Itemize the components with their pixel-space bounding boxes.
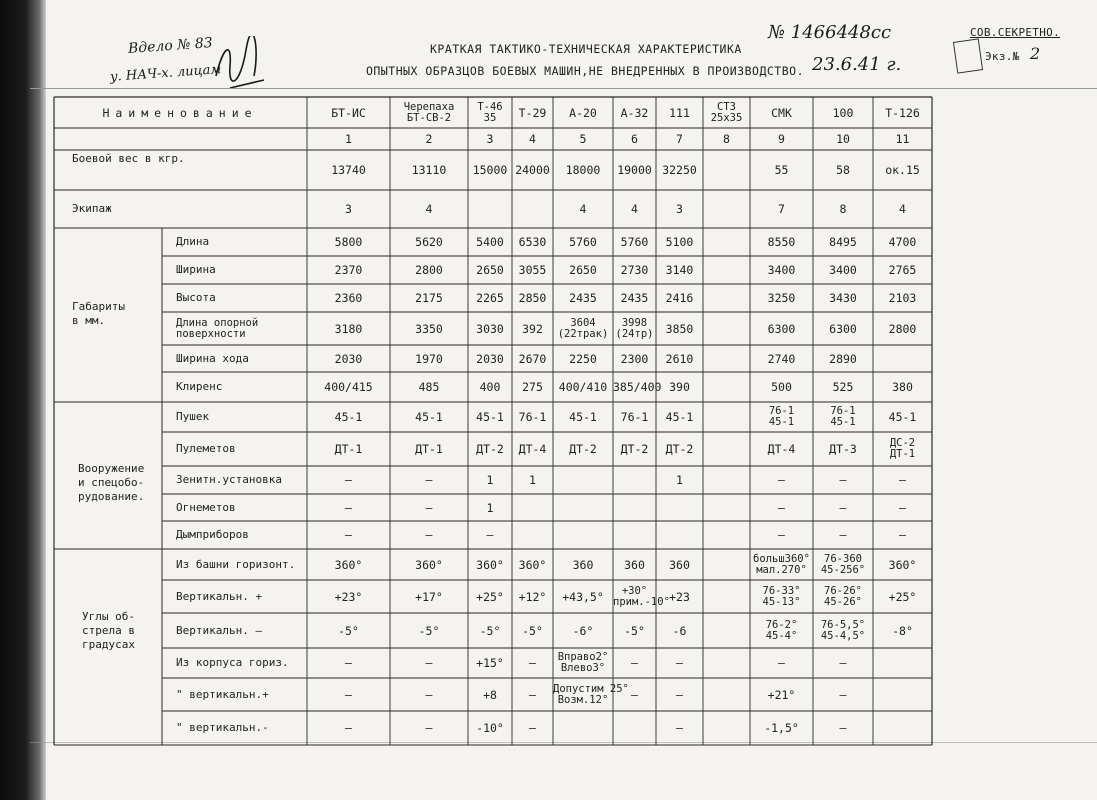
row-group-label: Углы об- стрела в градусах <box>82 610 135 651</box>
table-cell: 2250 <box>569 351 597 366</box>
table-cell: 275 <box>522 380 543 394</box>
table-cell: 13740 <box>331 163 366 177</box>
row-label: Ширина хода <box>176 351 249 365</box>
table-cell: 2030 <box>334 351 363 366</box>
table-cell: – <box>345 721 352 735</box>
row-label: Пушек <box>176 410 210 423</box>
table-cell: +43,5° <box>562 589 604 604</box>
table-cell: – <box>899 500 906 515</box>
table-cell: – <box>345 500 352 515</box>
table-cell: 8495 <box>829 235 857 249</box>
table-cell: 45-1 <box>415 410 443 424</box>
row-label: Из корпуса гориз. <box>176 656 289 669</box>
table-cell: 2890 <box>829 351 857 366</box>
table-cell: 5760 <box>620 235 649 249</box>
row-label: Клиренс <box>176 380 223 393</box>
table-cell: 5620 <box>415 235 443 249</box>
table-cell: 3400 <box>767 263 796 277</box>
table-cell: 45-1 <box>334 410 363 424</box>
table-cell: ДТ-2 <box>620 442 649 456</box>
table-cell: -5° <box>522 623 543 638</box>
table-cell: – <box>345 473 352 487</box>
table-cell: – <box>345 528 352 542</box>
table-cell: 360° <box>888 557 917 572</box>
table-cell: ДТ-3 <box>829 442 857 456</box>
table-cell: 13110 <box>411 163 447 177</box>
table-cell: 400/415 <box>324 380 373 394</box>
table-cell: 390 <box>669 380 690 394</box>
table-cell: – <box>345 656 352 670</box>
table-cell: 3998 (24тр) <box>615 316 654 340</box>
table-cell: -8° <box>892 623 913 638</box>
table-cell: +25° <box>476 589 504 604</box>
table-cell: – <box>425 687 433 702</box>
table-cell: 360° <box>334 557 363 572</box>
table-cell: 3400 <box>829 263 857 277</box>
row-label: Пулеметов <box>176 442 236 455</box>
row-label: Ширина <box>176 263 216 276</box>
table-cell: ок.15 <box>885 163 920 177</box>
table-cell: +17° <box>415 589 443 604</box>
table-cell: – <box>899 528 906 542</box>
table-cell: 2730 <box>620 263 649 277</box>
table-cell: 58 <box>836 163 850 177</box>
row-label: Длина <box>176 235 210 248</box>
row-group-label: Вооружение и спецобо- рудование. <box>78 462 145 503</box>
column-number: 9 <box>778 132 785 146</box>
table-cell: – <box>345 687 352 702</box>
table-cell: 45-1 <box>665 410 694 424</box>
table-cell: 5100 <box>665 235 694 249</box>
table-cell: ДТ-2 <box>665 442 694 456</box>
table-cell: -10° <box>476 721 504 735</box>
table-cell: +21° <box>767 687 796 702</box>
table-cell: 5400 <box>476 235 504 249</box>
table-cell: – <box>839 528 847 542</box>
table-cell: 3 <box>345 202 352 216</box>
table-cell: 45-1 <box>569 410 597 424</box>
table-cell: 3250 <box>767 291 796 305</box>
column-header-machine: 100 <box>832 105 854 120</box>
table-cell: – <box>778 656 785 670</box>
row-label: Высота <box>176 291 216 304</box>
table-cell: 385/400 <box>613 380 662 394</box>
table-cell: -5° <box>418 623 440 638</box>
table-cell: ДТ-4 <box>767 442 796 456</box>
column-number: 8 <box>723 132 730 146</box>
table-cell: – <box>425 721 433 735</box>
table-cell: +25° <box>888 589 917 604</box>
table-cell: – <box>529 656 536 670</box>
table-cell: 2650 <box>476 263 504 277</box>
table-cell: 400 <box>479 380 501 394</box>
table-cell: 76-5,5° 45-4,5° <box>820 618 866 642</box>
table-cell: 76-2° 45-4° <box>765 618 798 642</box>
table-cell: – <box>425 528 433 542</box>
table-cell: 2670 <box>518 351 547 366</box>
table-cell: ДТ-2 <box>476 442 504 456</box>
table-cell: – <box>676 721 683 735</box>
table-cell: – <box>839 721 847 735</box>
table-cell: – <box>529 687 536 702</box>
table-cell: 2765 <box>888 263 917 277</box>
table-cell: 76-1 45-1 <box>830 405 856 428</box>
column-header-machine: Т-29 <box>518 105 547 120</box>
column-number: 3 <box>486 132 494 146</box>
table-cell: 3430 <box>829 291 857 305</box>
table-cell: 15000 <box>472 163 508 177</box>
column-header-machine: Черепаха БТ-СВ-2 <box>403 100 455 124</box>
table-cell: – <box>676 687 683 702</box>
table-cell: 8550 <box>767 235 796 249</box>
table-cell: 2610 <box>665 351 694 366</box>
table-cell: – <box>778 473 785 487</box>
row-label: Зенитн.установка <box>176 473 282 486</box>
table-cell: 3140 <box>665 263 694 277</box>
table-cell: ДТ-1 <box>415 442 443 456</box>
table-cell: 76-1 45-1 <box>768 405 795 428</box>
row-label: Огнеметов <box>176 500 236 514</box>
handwritten-date: 23.6.41 г. <box>812 54 902 75</box>
table-cell: Вправо2° Влево3° <box>557 651 609 674</box>
table-cell: ДТ-4 <box>518 442 547 456</box>
table-cell: 4 <box>899 202 906 216</box>
table-cell: 360 <box>669 557 690 572</box>
table-cell: 4700 <box>888 235 917 249</box>
row-label: Из башни горизонт. <box>176 557 296 571</box>
table-cell: 3180 <box>334 321 363 336</box>
table-cell: +23 <box>669 589 690 604</box>
table-cell: 392 <box>522 321 543 336</box>
table-cell: 76-26° 45-26° <box>824 584 862 608</box>
table-cell: 55 <box>774 163 789 177</box>
table-cell: 2435 <box>620 291 649 305</box>
table-cell: – <box>631 656 638 670</box>
table-cell: 1 <box>486 500 494 515</box>
table-cell: 45-1 <box>888 410 917 424</box>
table-cell: – <box>425 656 433 670</box>
row-label: Боевой вес в кгр. <box>72 152 185 165</box>
table-cell: 380 <box>892 380 913 394</box>
row-label: Длина опорной поверхности <box>176 316 259 340</box>
table-cell: – <box>778 528 785 542</box>
document-title-line2: ОПЫТНЫХ ОБРАЗЦОВ БОЕВЫХ МАШИН,НЕ ВНЕДРЕННЫХ В ПРОИЗВОДСТВО. <box>366 64 804 78</box>
column-number: 5 <box>579 132 587 146</box>
table-cell: – <box>676 656 683 670</box>
table-cell: 32250 <box>662 163 697 177</box>
row-label: Дымприборов <box>176 528 249 541</box>
table-cell: 2370 <box>334 263 363 277</box>
table-cell: 2650 <box>569 263 597 277</box>
column-header-machine: СТЗ 25х35 <box>710 100 743 124</box>
row-label: " вертикальн.+ <box>176 687 269 701</box>
table-cell: 6530 <box>518 235 547 249</box>
table-cell: 76-33° 45-13° <box>762 584 801 608</box>
table-cell: 3030 <box>476 321 504 336</box>
table-cell: -6° <box>572 623 594 638</box>
table-cell: +23° <box>334 589 363 604</box>
column-header-machine: А-32 <box>620 105 649 120</box>
table-cell: 4 <box>631 202 638 216</box>
table-cell: 5760 <box>569 235 597 249</box>
table-cell: 6300 <box>829 321 857 336</box>
row-label: Экипаж <box>72 202 112 215</box>
table-cell: 1 <box>529 473 536 487</box>
row-label: Вертикальн. + <box>176 589 263 603</box>
table-cell: -5° <box>624 623 645 638</box>
column-header-name: Наименование <box>102 105 258 120</box>
column-number: 7 <box>676 132 683 146</box>
table-cell: – <box>486 528 494 542</box>
table-cell: 2800 <box>888 321 917 336</box>
table-cell: 76-1 <box>620 410 649 424</box>
table-cell: 2416 <box>665 291 694 305</box>
table-cell: 1 <box>676 473 683 487</box>
table-cell: 2175 <box>415 291 443 305</box>
row-label: " вертикальн.- <box>176 721 269 734</box>
table-cell: 18000 <box>565 163 601 177</box>
table-cell: – <box>778 500 785 515</box>
table-cell: 1 <box>486 473 494 487</box>
table-cell: 3 <box>676 202 683 216</box>
table-cell: 525 <box>832 380 854 394</box>
copy-number-label: Экз.№ <box>985 50 1020 63</box>
column-header-machine: Т-126 <box>885 105 920 120</box>
table-cell: больш360° мал.270° <box>753 552 810 576</box>
table-cell: – <box>839 656 847 670</box>
table-cell: 4 <box>579 202 587 216</box>
table-cell: 6300 <box>767 321 796 336</box>
table-cell: +15° <box>476 656 504 670</box>
column-header-machine: А-20 <box>569 105 597 120</box>
row-label: Вертикальн. – <box>176 623 263 637</box>
table-cell: 2800 <box>415 263 443 277</box>
table-cell: 76-360 45-256° <box>820 552 866 576</box>
table-cell: 485 <box>418 380 440 394</box>
column-header-machine: Т-46 35 <box>477 100 503 124</box>
table-cell: 400/410 <box>558 380 608 394</box>
column-number: 4 <box>529 132 536 146</box>
handwritten-file-note: Вдело № 83 <box>127 35 214 57</box>
table-cell: – <box>631 687 638 702</box>
table-cell: ДТ-2 <box>569 442 597 456</box>
table-cell: -6 <box>672 623 687 638</box>
table-cell: ДС-2 ДТ-1 <box>889 437 916 460</box>
column-header-machine: БТ-ИС <box>331 105 366 120</box>
table-cell: 76-1 <box>518 410 547 424</box>
table-cell: 360° <box>518 557 547 572</box>
table-cell: 360 <box>572 557 594 572</box>
table-cell: 3350 <box>415 321 443 336</box>
table-cell: 19000 <box>617 163 652 177</box>
table-cell: ДТ-1 <box>334 442 363 456</box>
table-cell: 8 <box>839 202 847 216</box>
table-cell: +12° <box>518 589 547 604</box>
table-cell: 500 <box>771 380 792 394</box>
table-cell: – <box>839 473 847 487</box>
secrecy-stamp: СОВ.СЕКРЕТНО. <box>970 26 1060 39</box>
table-cell: 360° <box>415 557 443 572</box>
table-cell: – <box>899 473 906 487</box>
table-cell: 2360 <box>334 291 363 305</box>
table-cell: 1970 <box>415 351 443 366</box>
column-header-machine: 111 <box>669 105 690 120</box>
table-cell: – <box>839 500 847 515</box>
handwritten-document-number: № 1466448сс <box>768 22 892 43</box>
table-cell: 360° <box>476 557 504 572</box>
table-cell: 3604 (22трак) <box>557 316 609 340</box>
table-cell: 3850 <box>665 321 694 336</box>
column-number: 10 <box>836 132 850 146</box>
table-cell: 360 <box>624 557 645 572</box>
table-cell: 2850 <box>518 291 547 305</box>
table-cell: 5800 <box>334 235 363 249</box>
column-number: 11 <box>895 132 910 146</box>
column-number: 1 <box>345 132 352 146</box>
table-cell: -5° <box>338 623 359 638</box>
copy-number-value: 2 <box>1030 44 1041 63</box>
table-cell: 2103 <box>888 291 917 305</box>
table-cell: – <box>529 721 536 735</box>
table-cell: Допустим 25° Возм.12° <box>553 682 629 706</box>
table-cell: 2265 <box>476 291 504 305</box>
table-cell: 24000 <box>515 163 550 177</box>
table-cell: 45-1 <box>476 410 504 424</box>
row-group-label: Габариты в мм. <box>72 300 125 327</box>
table-cell: -1,5° <box>764 721 799 735</box>
table-cell: – <box>425 500 433 515</box>
table-cell: 7 <box>778 202 785 216</box>
table-cell: 2300 <box>620 351 649 366</box>
table-cell: 2030 <box>476 351 504 366</box>
column-number: 6 <box>631 132 638 146</box>
handwritten-recipient-note: у. НАЧ-х. лицам <box>109 62 222 85</box>
table-cell: +30° прим.-10° <box>613 584 670 608</box>
table-cell: 2740 <box>767 351 796 366</box>
table-cell: 4 <box>425 202 433 216</box>
column-header-machine: СМК <box>771 105 792 120</box>
column-number: 2 <box>425 132 433 146</box>
table-cell: +8 <box>483 687 497 702</box>
table-cell: 2435 <box>569 291 597 305</box>
table-cell: – <box>425 473 433 487</box>
document-title-line1: КРАТКАЯ ТАКТИКО-ТЕХНИЧЕСКАЯ ХАРАКТЕРИСТИКА <box>430 42 742 56</box>
table-cell: 3055 <box>518 263 547 277</box>
table-cell: – <box>839 687 847 702</box>
table-cell: -5° <box>479 623 501 638</box>
